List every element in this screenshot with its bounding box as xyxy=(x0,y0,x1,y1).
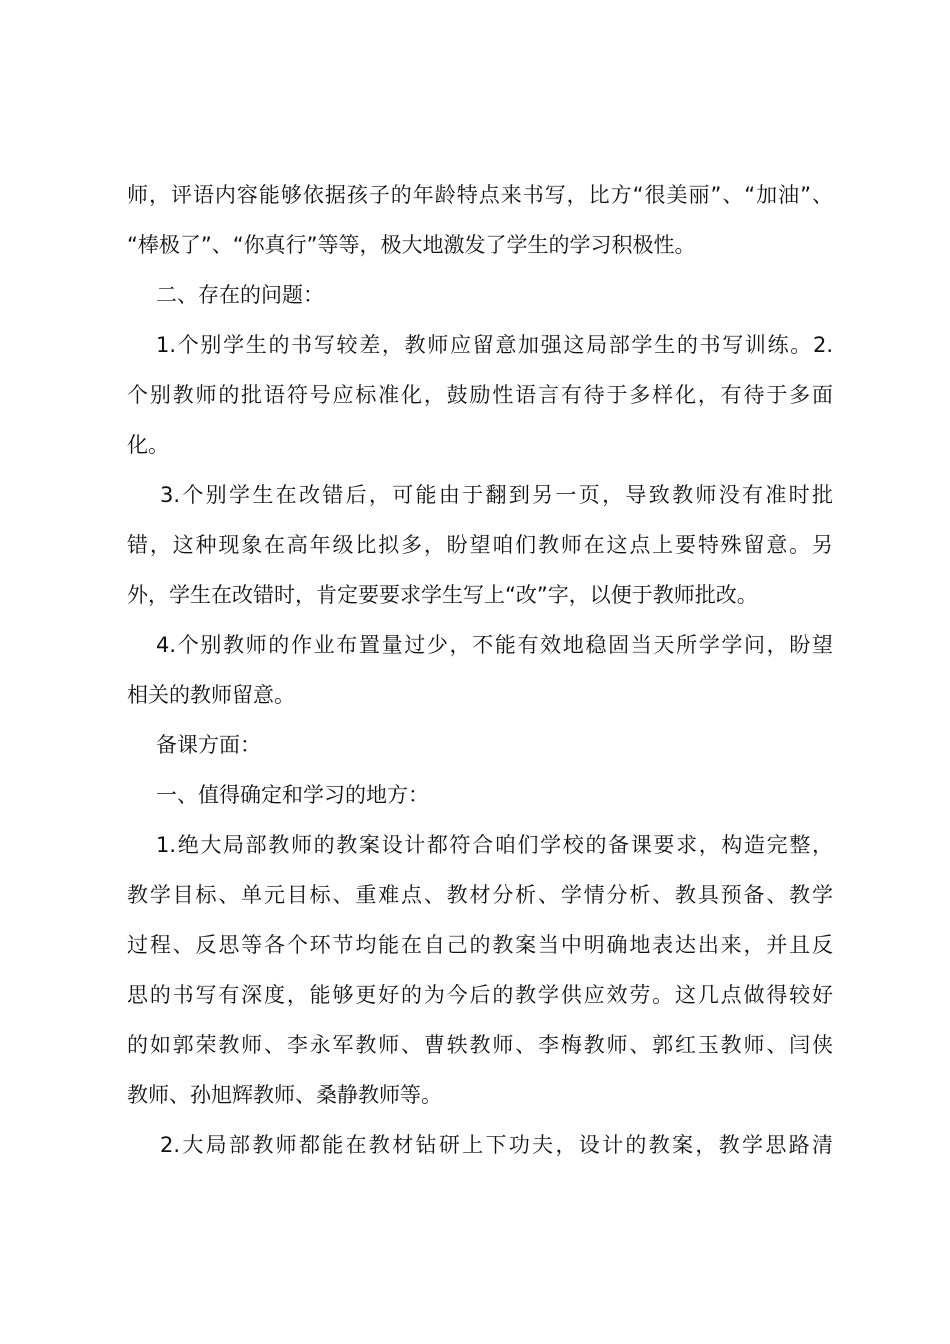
text-line: 过程、反思等各个环节均能在自己的教案当中明确地表达出来，并且反 xyxy=(127,933,833,957)
section-heading: 一、值得确定和学习的地方： xyxy=(156,783,429,807)
text-line: 2.大局部教师都能在教材钻研上下功夫，设计的教案，教学思路清 xyxy=(160,1133,833,1157)
text-line: 1.个别学生的书写较差，教师应留意加强这局部学生的书写训练。2. xyxy=(156,333,833,357)
text-line: 1.绝大局部教师的教案设计都符合咱们学校的备课要求，构造完整， xyxy=(156,833,833,857)
text-line: 的如郭荣教师、李永军教师、曹轶教师、李梅教师、郭红玉教师、闫侠 xyxy=(127,1033,833,1057)
text-line: 相关的教师留意。 xyxy=(127,683,295,707)
text-line: 3.个别学生在改错后，可能由于翻到另一页，导致教师没有准时批 xyxy=(160,483,833,507)
text-line: 思的书写有深度，能够更好的为今后的教学供应效劳。这几点做得较好 xyxy=(127,983,833,1007)
text-line: 化。 xyxy=(127,433,169,457)
section-heading: 二、存在的问题： xyxy=(156,283,324,307)
text-line: 教师、孙旭辉教师、桑静教师等。 xyxy=(127,1083,442,1107)
text-line: 个别教师的批语符号应标准化，鼓励性语言有待于多样化，有待于多面 xyxy=(127,383,833,407)
text-line: 外，学生在改错时，肯定要要求学生写上“改”字，以便于教师批改。 xyxy=(127,583,758,607)
text-line: 师，评语内容能够依据孩子的年龄特点来书写，比方“很美丽”、“加油”、 xyxy=(127,183,833,207)
text-line: 错，这种现象在高年级比拟多，盼望咱们教师在这点上要特殊留意。另 xyxy=(127,533,833,557)
text-line: “棒极了”、“你真行”等等，极大地激发了学生的学习积极性。 xyxy=(127,233,696,257)
text-line: 教学目标、单元目标、重难点、教材分析、学情分析、教具预备、教学 xyxy=(127,883,833,907)
section-heading: 备课方面： xyxy=(156,733,261,757)
text-line: 4.个别教师的作业布置量过少，不能有效地稳固当天所学学问，盼望 xyxy=(156,633,833,657)
